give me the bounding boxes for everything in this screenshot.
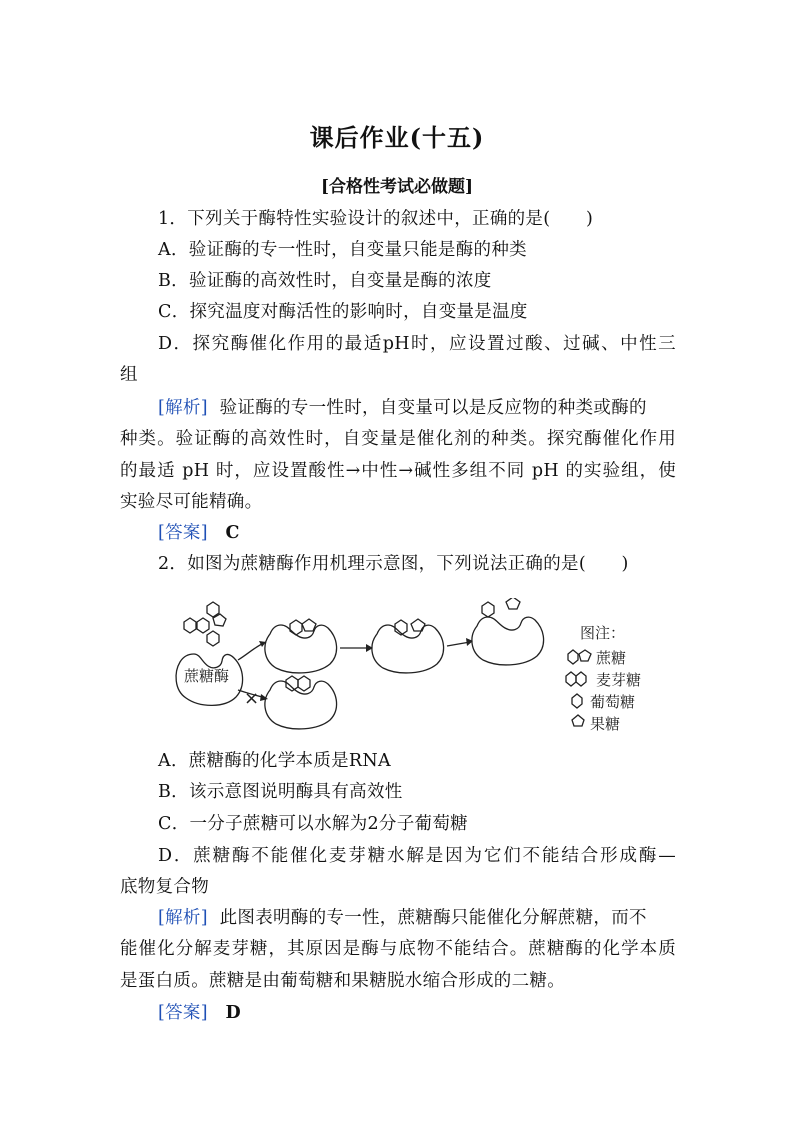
q1-answer-value: C <box>225 523 240 543</box>
q1-option-d-line1: D．探究酶催化作用的最适pH时，应设置过酸、过碱、中性三 <box>158 334 676 354</box>
bound-hexagon-2 <box>290 620 302 635</box>
enzyme-3 <box>372 625 444 673</box>
sucrase-mechanism-figure <box>170 598 670 738</box>
legend-title: 图注： <box>580 624 626 642</box>
released-pentagon <box>506 598 520 609</box>
legend-sucrose: 蔗糖 <box>596 649 627 667</box>
figure-svg <box>170 598 670 738</box>
q2-option-a: A．蔗糖酶的化学本质是RNA <box>158 751 391 771</box>
free-hexagon-3 <box>207 602 219 617</box>
q1-option-b: B．验证酶的高效性时，自变量是酶的浓度 <box>158 271 492 291</box>
q1-option-a: A．验证酶的专一性时，自变量只能是酶的种类 <box>158 240 527 260</box>
enzyme-label: 蔗糖酶 <box>184 667 230 685</box>
q1-analysis-line3: 的最适 pH 时，应设置酸性→中性→碱性多组不同 pH 的实验组，使 <box>120 461 676 481</box>
q2-analysis-line3: 是蛋白质。蔗糖是由葡萄糖和果糖脱水缩合形成的二糖。 <box>120 971 565 991</box>
legend-maltose: 麦芽糖 <box>596 671 642 689</box>
q2-answer <box>158 1002 676 1024</box>
arrow-3 <box>447 642 470 646</box>
released-hexagon <box>482 602 494 617</box>
q1-analysis-text1: 验证酶的专一性时，自变量可以是反应物的种类或酶的 <box>219 398 647 418</box>
page-title: 课后作业(十五) <box>309 123 485 152</box>
q1-answer <box>158 522 676 544</box>
q1-analysis-line4: 实验尽可能精确。 <box>120 492 263 512</box>
q2-analysis-line1 <box>158 907 676 929</box>
q2-stem: 2．如图为蔗糖酶作用机理示意图，下列说法正确的是( ) <box>158 554 629 574</box>
bound-pentagon-3 <box>411 619 425 631</box>
legend-sucrose-pentagon <box>579 650 591 661</box>
enzyme-4 <box>472 617 544 665</box>
free-hexagon-4 <box>207 631 219 646</box>
q2-option-d-line2: 底物复合物 <box>120 877 209 897</box>
legend-glucose-hexagon <box>572 694 582 708</box>
answer-tag: [答案] <box>158 523 208 543</box>
q2-option-d-line1: D．蔗糖酶不能催化麦芽糖水解是因为它们不能结合形成酶— <box>158 846 676 866</box>
free-hexagon-1 <box>184 618 196 633</box>
q2-analysis-text1: 此图表明酶的专一性，蔗糖酶只能催化分解蔗糖，而不 <box>219 908 647 928</box>
section-heading: [合格性考试必做题] <box>320 177 474 197</box>
q2-option-c: C．一分子蔗糖可以水解为2分子葡萄糖 <box>158 814 468 834</box>
analysis-tag: [解析] <box>158 908 208 928</box>
legend-fructose-pentagon <box>572 715 584 726</box>
q2-analysis-line2: 能催化分解麦芽糖，其原因是酶与底物不能结合。蔗糖酶的化学本质 <box>120 939 676 959</box>
analysis-tag: [解析] <box>158 398 208 418</box>
legend-maltose-hexagon-2 <box>576 672 586 686</box>
q1-analysis-line2: 种类。验证酶的高效性时，自变量是催化剂的种类。探究酶催化作用 <box>120 429 676 449</box>
blocked-mark: × <box>244 688 260 709</box>
q1-option-d-line2: 组 <box>120 365 138 385</box>
q1-stem: 1．下列关于酶特性实验设计的叙述中，正确的是( ) <box>158 209 594 229</box>
q2-option-b: B．该示意图说明酶具有高效性 <box>158 782 403 802</box>
q1-analysis-line1 <box>158 397 676 419</box>
maltose-hexagon-2 <box>298 676 310 691</box>
legend-sucrose-hexagon <box>568 650 578 664</box>
answer-tag: [答案] <box>158 1003 208 1023</box>
q2-answer-value: D <box>225 1003 241 1023</box>
legend-maltose-hexagon-1 <box>566 672 576 686</box>
legend-fructose: 果糖 <box>590 715 621 733</box>
q1-option-c: C．探究温度对酶活性的影响时，自变量是温度 <box>158 302 528 322</box>
bound-pentagon-2 <box>302 619 316 631</box>
free-hexagon-2 <box>197 618 209 633</box>
legend-glucose: 葡萄糖 <box>590 693 636 711</box>
